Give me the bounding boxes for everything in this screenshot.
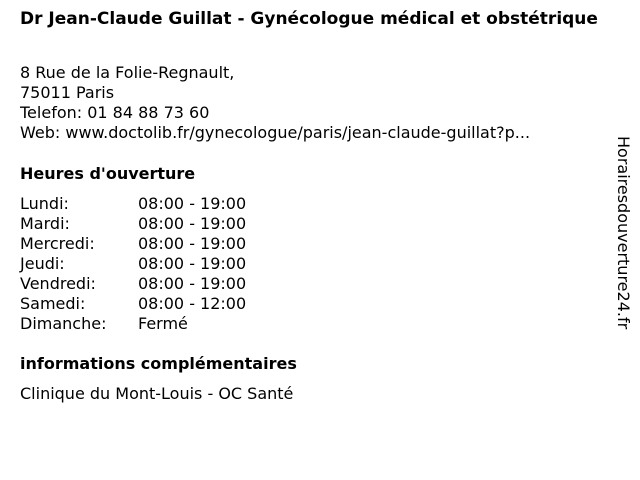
day-hours: 08:00 - 19:00: [138, 194, 247, 213]
day-hours: 08:00 - 19:00: [138, 234, 247, 253]
day-label: Mardi:: [20, 214, 70, 233]
day-label: Mercredi:: [20, 234, 95, 253]
opening-hours-table: [20, 194, 246, 334]
day-hours: 08:00 - 12:00: [138, 294, 247, 313]
hours-row: [20, 254, 246, 274]
website-link[interactable]: Web: www.doctolib.fr/gynecologue/paris/jean-claude-guillat?p...: [20, 123, 531, 142]
additional-info-text: Clinique du Mont-Louis - OC Santé: [20, 384, 294, 403]
opening-hours-heading: Heures d'ouverture: [20, 164, 196, 183]
additional-info-heading: informations complémentaires: [20, 354, 297, 373]
contact-block: [20, 63, 610, 143]
day-label: Jeudi:: [20, 254, 65, 273]
day-hours: 08:00 - 19:00: [138, 254, 247, 273]
phone-number[interactable]: Telefon: 01 84 88 73 60: [20, 103, 210, 122]
hours-row: [20, 234, 246, 254]
hours-row: [20, 274, 246, 294]
day-label: Vendredi:: [20, 274, 96, 293]
address-city: 75011 Paris: [20, 83, 115, 102]
address-street: 8 Rue de la Folie-Regnault,: [20, 63, 235, 82]
hours-row: [20, 214, 246, 234]
site-watermark: Horairesdouverture24.fr: [614, 136, 633, 330]
hours-row: [20, 314, 246, 334]
day-hours: Fermé: [138, 314, 188, 333]
day-label: Samedi:: [20, 294, 86, 313]
day-hours: 08:00 - 19:00: [138, 214, 247, 233]
day-label: Lundi:: [20, 194, 69, 213]
page-title: Dr Jean-Claude Guillat - Gynécologue médical et obstétrique: [20, 9, 598, 29]
hours-row: [20, 294, 246, 314]
day-label: Dimanche:: [20, 314, 107, 333]
day-hours: 08:00 - 19:00: [138, 274, 247, 293]
hours-row: [20, 194, 246, 214]
